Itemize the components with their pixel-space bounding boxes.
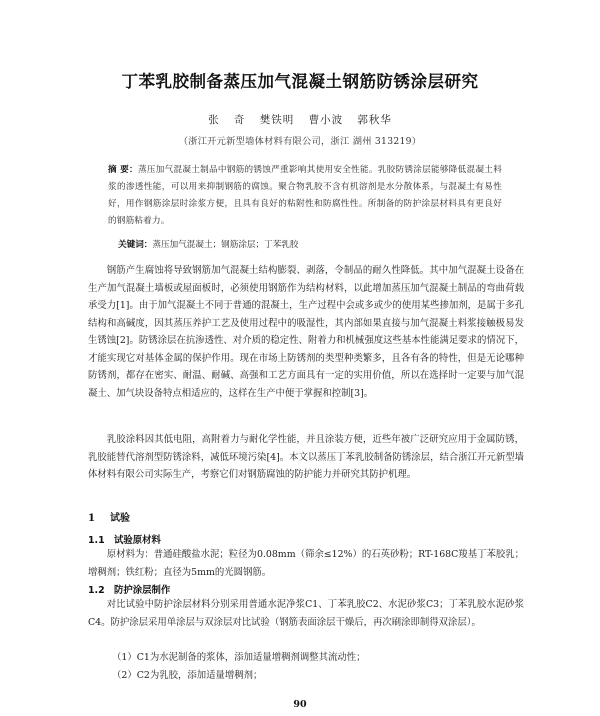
subsection-number: 1.2 bbox=[88, 585, 105, 596]
section-title: 试验 bbox=[110, 513, 130, 524]
subsection-number: 1.1 bbox=[88, 535, 105, 546]
subsection-heading-1-1 bbox=[88, 532, 161, 546]
paper-title: 丁苯乳胶制备蒸压加气混凝土钢筋防锈涂层研究 bbox=[121, 72, 479, 91]
keywords-text: 蒸压加气混凝土；钢筋涂层；丁苯乳胶 bbox=[152, 240, 299, 250]
list-item: （2）C2为乳胶，添加适量增稠剂； bbox=[112, 670, 263, 681]
keywords bbox=[118, 238, 502, 250]
page-number: 90 bbox=[293, 699, 307, 710]
section-number: 1 bbox=[88, 513, 95, 524]
list-item: （1）C1为水泥制备的浆体，添加适量增稠剂调整其流动性； bbox=[112, 652, 366, 663]
abstract bbox=[108, 162, 502, 230]
subsection-title: 防护涂层制作 bbox=[114, 585, 171, 596]
materials-paragraph: 原材料为：普通硅酸盐水泥；粒径为0.08mm（筛余≤12%）的石英砂粉；RT-168C羧基丁苯胶乳；增稠剂；铁红粉；直径为5mm的光圆钢筋。 bbox=[88, 549, 524, 578]
intro-paragraph-2: 乳胶涂料因其低电阻，高附着力与耐化学性能，并且涂装方便，近些年被广泛研究应用于金属防锈，乳胶能替代溶剂型防锈涂料，减低环境污染[4]。本文以蒸压丁苯乳胶制备防锈涂层，结合浙江开元新型墙体材料有限公司实际生产，考察它们对钢筋腐蚀的防护能力并研究其防护机理。 bbox=[88, 434, 524, 480]
author-list: 张 奇 樊铁明 曹小波 郭秋华 bbox=[208, 114, 392, 126]
coating-paragraph: 对比试验中防护涂层材料分别采用普通水泥净浆C1、丁苯乳胶C2、水泥砂浆C3；丁苯乳胶水泥砂浆C4。防护涂层采用单涂层与双涂层对比试验（钢筋表面涂层干燥后，再次刷涂即制得双涂层）。 bbox=[88, 599, 524, 628]
subsection-heading-1-2 bbox=[88, 582, 170, 596]
section-heading-1 bbox=[88, 509, 130, 524]
keywords-label: 关键词： bbox=[118, 240, 153, 250]
intro-paragraph-1: 钢筋产生腐蚀将导致钢筋加气混凝土结构膨裂、剥落，令制品的耐久性降低。其中加气混凝土设备在生产加气混凝土墙板或屋面板时，必须使用钢筋作为结构材料，以此增加蒸压加气混凝土制品的弯曲荷载承受力[1]。由于加气混凝土不同于普通的混凝土，生产过程中会或多或少的使用某些掺加剂，是属于多孔结构和高碱度，因其蒸压养护工艺及使用过程中的吸湿性，其内部如果直接与加气混凝土料浆接触极易发生锈蚀[2]。防锈涂层在抗渗透性、对介质的稳定性、附着力和机械强度这些基本性能满足要求的情况下，才能实现它对基体金属的保护作用。现在市场上防锈剂的类型种类繁多，且各有各的特性，但是无论哪种防锈剂，都存在密实、耐温、耐碱、高强和工艺方面具有一定的实用价值，所以在选择时一定要与加气混凝土、加气块设备特点相适应的，这样在生产中便于掌握和控制[3]。 bbox=[88, 265, 524, 399]
abstract-label: 摘 要： bbox=[108, 165, 138, 175]
subsection-title: 试验原材料 bbox=[114, 535, 161, 546]
abstract-text: 蒸压加气混凝土制品中钢筋的锈蚀严重影响其使用安全性能。乳胶防锈涂层能够降低混凝土料浆的渗透性能，可以用来抑制钢筋的腐蚀。聚合物乳胶不含有机溶剂是水分散体系，与混凝土有易性好，用作钢筋涂层时涂浆方便，且具有良好的粘附性和防腐性性。所制备的防护涂层材料具有更良好的钢筋粘着力。 bbox=[108, 165, 503, 226]
affiliation: （浙江开元新型墙体材料有限公司，浙江 湖州 313219） bbox=[178, 136, 422, 147]
